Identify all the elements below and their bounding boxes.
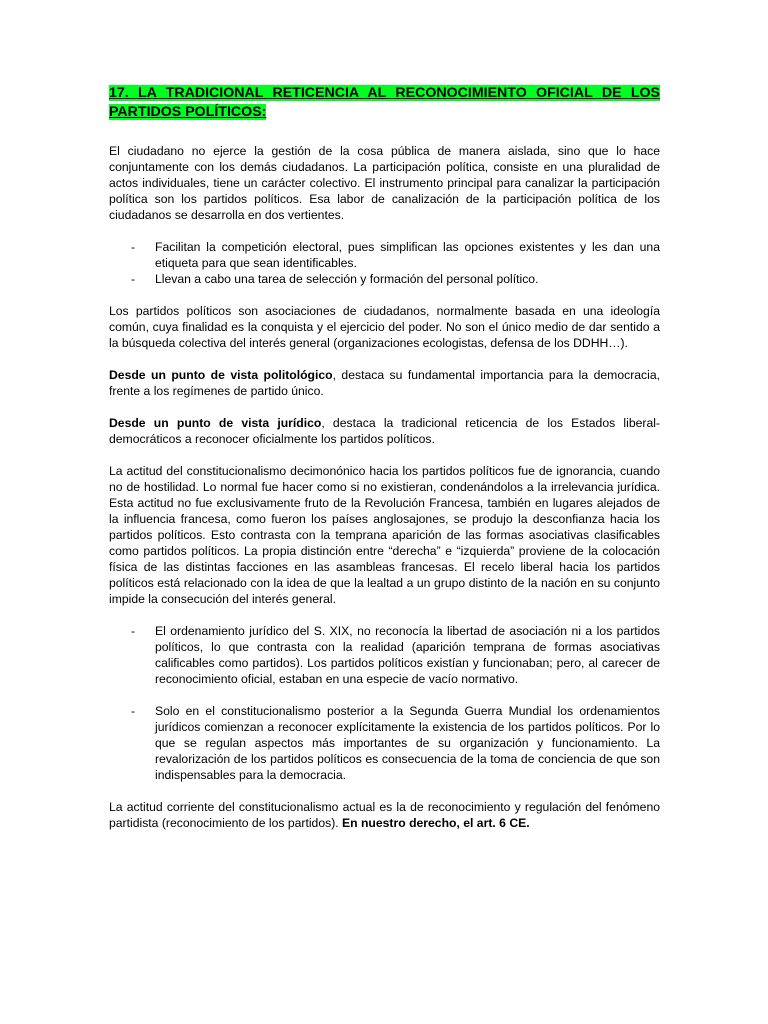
bold-reference: En nuestro derecho, el art. 6 CE. bbox=[342, 816, 530, 830]
dash-bullet: - bbox=[131, 272, 136, 286]
paragraph-text: , destaca la tradicional reticencia de los Estados liberal-democráticos a reconocer oficialmente los partidos políticos. bbox=[109, 416, 660, 446]
bold-lead: Desde un punto de vista jurídico bbox=[109, 416, 322, 430]
section-title bbox=[109, 84, 660, 122]
list-item bbox=[109, 271, 660, 287]
list-functions bbox=[109, 239, 660, 287]
paragraph-text: , destaca su fundamental importancia para la democracia, frente a los regímenes de partido único. bbox=[109, 368, 660, 398]
paragraph-nineteenth-century: La actitud del constitucionalismo decimonónico hacia los partidos políticos fue de ignorancia, cuando no de hostilidad. Lo normal fue hacer como si no existieran, condenándolos a la irrelevancia jurídica. Esta actitud no fue exclusivamente fruto de la Revolución Francesa, también en lugares alejados de la influencia francesa, como fueron los países anglosajones, se produjo la desconfianza hacia los partidos políticos. Esto contrasta con la temprana aparición de las formas asociativas clasificables como partidos políticos. La propia distinción entre “derecha” e “izquierda” proviene de la colocación física de las distintas facciones en las asambleas francesas. El recelo liberal hacia los partidos políticos está relacionado con la idea de que la lealtad a un grupo distinto de la nación en su conjunto impide la consecución del interés general. bbox=[109, 464, 660, 606]
paragraph-intro: El ciudadano no ejerce la gestión de la cosa pública de manera aislada, sino que lo hace conjuntamente con los demás ciudadanos. La participación política, consiste en una pluralidad de actos individuales, tiene un carácter colectivo. El instrumento principal para canalizar la participación política son los partidos políticos. Esa labor de canalización de la participación política de los ciudadanos se desarrolla en dos vertientes. bbox=[109, 144, 660, 222]
paragraph-juridical bbox=[109, 415, 660, 447]
dash-bullet: - bbox=[131, 624, 136, 638]
list-item-text: El ordenamiento jurídico del S. XIX, no reconocía la libertad de asociación ni a los partidos políticos, lo que contrasta con la realidad (aparición temprana de formas asociativas calificables como partidos). Los partidos políticos existían y funcionaban; pero, al carecer de reconocimiento oficial, estaban en una especie de vacío normativo. bbox=[155, 624, 660, 686]
section-title-text: 17. LA TRADICIONAL RETICENCIA AL RECONOCIMIENTO OFICIAL DE LOS PARTIDOS POLÍTICOS: bbox=[109, 85, 660, 120]
paragraph-politological bbox=[109, 367, 660, 399]
dash-bullet: - bbox=[131, 704, 136, 718]
list-item-text: Solo en el constitucionalismo posterior a la Segunda Guerra Mundial los ordenamientos jurídicos comienzan a reconocer explícitamente la existencia de los partidos políticos. Por lo que se regulan aspectos más importantes de su organización y funcionamiento. La revalorización de los partidos políticos es consecuencia de la toma de conciencia de que son indispensables para la democracia. bbox=[155, 704, 660, 782]
list-item bbox=[109, 623, 660, 687]
paragraph-conclusion bbox=[109, 799, 660, 831]
paragraph-text: La actitud corriente del constitucionalismo actual es la de reconocimiento y regulación del fenómeno partidista (reconocimiento de los partidos). bbox=[109, 800, 660, 830]
list-item bbox=[109, 239, 660, 271]
paragraph-definition: Los partidos políticos son asociaciones de ciudadanos, normalmente basada en una ideología común, cuya finalidad es la conquista y el ejercicio del poder. No son el único medio de dar sentido a la búsqueda colectiva del interés general (organizaciones ecologistas, defensa de los DDHH…). bbox=[109, 304, 660, 350]
list-historical bbox=[109, 623, 660, 783]
bold-lead: Desde un punto de vista politológico bbox=[109, 368, 333, 382]
dash-bullet: - bbox=[131, 240, 136, 254]
list-item-text: Llevan a cabo una tarea de selección y formación del personal político. bbox=[155, 272, 539, 286]
list-item-text: Facilitan la competición electoral, pues simplifican las opciones existentes y les dan una etiqueta para que sean identificables. bbox=[155, 240, 660, 270]
list-item bbox=[109, 703, 660, 783]
